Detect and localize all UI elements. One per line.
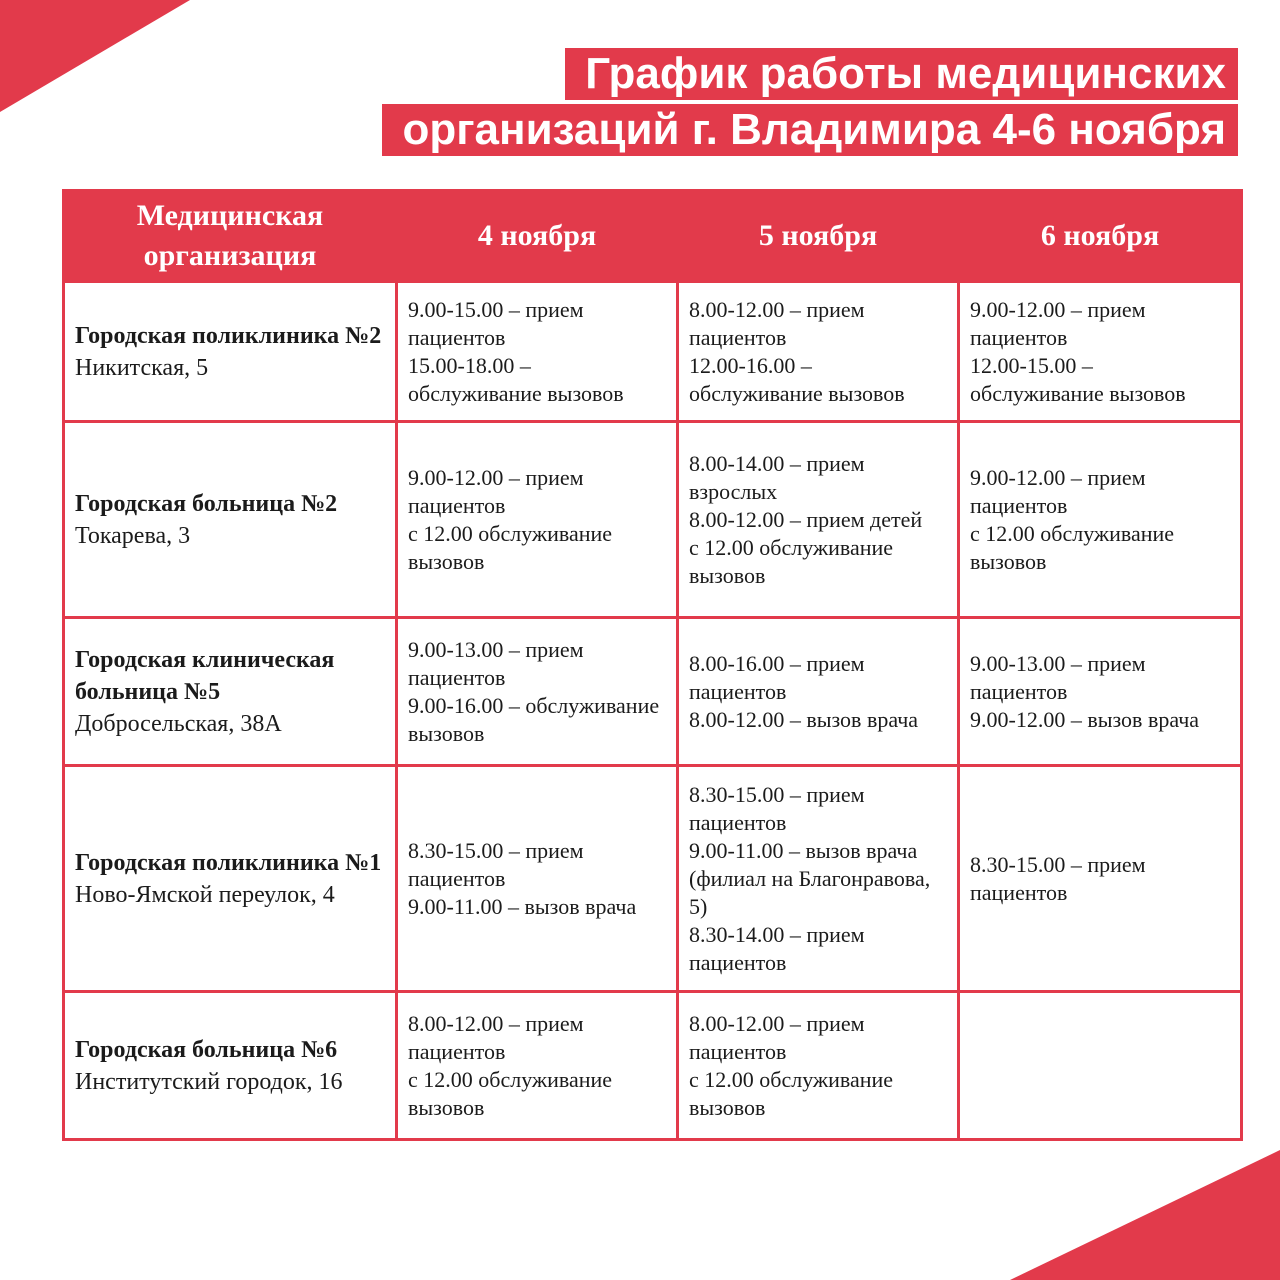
organization-cell (64, 992, 397, 1140)
schedule-entry: 9.00-12.00 – вызов врача (970, 706, 1200, 732)
schedule-entry: 8.00-12.00 – прием пациентов (689, 296, 865, 350)
organization-name: Городская поликлиника №1 (75, 849, 382, 876)
schedule-cell-day-5 (678, 422, 959, 618)
schedule-entry: 8.00-16.00 – прием пациентов (689, 650, 865, 704)
organization-address: Ново-Ямской переулок, 4 (75, 881, 335, 908)
page-title (382, 48, 1238, 156)
organization-name: Городская клиническая больница №5 (75, 646, 335, 705)
schedule-body (64, 282, 1242, 1140)
organization-name: Городская больница №2 (75, 490, 338, 517)
schedule-entry: 8.30-15.00 – прием пациентов (408, 837, 584, 891)
schedule-cell-day-5 (678, 282, 959, 422)
schedule-cell-day-6 (959, 992, 1242, 1140)
schedule-cell-day-6 (959, 422, 1242, 618)
schedule-entry: 9.00-11.00 – вызов врача (филиал на Благонравова, 5) (689, 837, 931, 919)
organization-cell (64, 618, 397, 766)
organization-name: Городская поликлиника №2 (75, 322, 382, 349)
schedule-entry: 8.00-12.00 – вызов врача (689, 706, 919, 732)
organization-cell (64, 766, 397, 992)
schedule-entry: с 12.00 обслуживание вызовов (689, 534, 894, 588)
schedule-entry: с 12.00 обслуживание вызовов (408, 1066, 613, 1120)
header-row (64, 191, 1242, 282)
table-row (64, 422, 1242, 618)
header-nov-5: 5 ноября (678, 191, 959, 282)
schedule-entry: с 12.00 обслуживание вызовов (970, 520, 1175, 574)
corner-decoration-top-left (0, 0, 190, 112)
schedule-cell-day-4 (397, 766, 678, 992)
corner-decoration-bottom-right (1010, 1150, 1280, 1280)
table-row (64, 766, 1242, 992)
table-row (64, 618, 1242, 766)
schedule-entry: 9.00-16.00 – обслуживание вызовов (408, 692, 660, 746)
table-row (64, 282, 1242, 422)
schedule-entry: 8.00-12.00 – прием пациентов (408, 1010, 584, 1064)
schedule-cell-day-4 (397, 618, 678, 766)
header-nov-4: 4 ноября (397, 191, 678, 282)
title-line-2: организаций г. Владимира 4-6 ноября (382, 104, 1238, 156)
schedule-entry: 8.30-14.00 – прием пациентов (689, 921, 865, 975)
schedule-entry: 9.00-13.00 – прием пациентов (408, 636, 584, 690)
schedule-entry: 9.00-11.00 – вызов врача (408, 893, 637, 919)
schedule-entry: 9.00-12.00 – прием пациентов (408, 464, 584, 518)
schedule-entry: 12.00-15.00 – обслуживание вызовов (970, 352, 1186, 406)
schedule-entry: 8.00-12.00 – прием детей (689, 506, 923, 532)
schedule-entry: 9.00-12.00 – прием пациентов (970, 296, 1146, 350)
schedule-entry: 15.00-18.00 – обслуживание вызовов (408, 352, 624, 406)
schedule-entry: 8.00-12.00 – прием пациентов (689, 1010, 865, 1064)
schedule-cell-day-5 (678, 992, 959, 1140)
schedule-entry: 8.30-15.00 – прием пациентов (689, 781, 865, 835)
organization-address: Никитская, 5 (75, 354, 209, 381)
schedule-entry: 12.00-16.00 – обслуживание вызовов (689, 352, 905, 406)
schedule-cell-day-4 (397, 282, 678, 422)
schedule-entry: 8.00-14.00 – прием взрослых (689, 450, 865, 504)
schedule-cell-day-6 (959, 282, 1242, 422)
organization-address: Институтский городок, 16 (75, 1068, 343, 1095)
schedule-table (62, 189, 1243, 1141)
schedule-entry: с 12.00 обслуживание вызовов (689, 1066, 894, 1120)
header-nov-6: 6 ноября (959, 191, 1242, 282)
schedule-cell-day-6 (959, 618, 1242, 766)
schedule-cell-day-5 (678, 766, 959, 992)
table-row (64, 992, 1242, 1140)
title-line-1: График работы медицинских (565, 48, 1238, 100)
organization-cell (64, 282, 397, 422)
schedule-cell-day-4 (397, 422, 678, 618)
schedule-cell-day-4 (397, 992, 678, 1140)
schedule-entry: 9.00-13.00 – прием пациентов (970, 650, 1146, 704)
schedule-entry: с 12.00 обслуживание вызовов (408, 520, 613, 574)
header-organization: Медицинская организация (64, 191, 397, 282)
organization-address: Добросельская, 38А (75, 710, 282, 737)
organization-address: Токарева, 3 (75, 522, 191, 549)
schedule-cell-day-6 (959, 766, 1242, 992)
schedule-cell-day-5 (678, 618, 959, 766)
organization-cell (64, 422, 397, 618)
organization-name: Городская больница №6 (75, 1036, 338, 1063)
schedule-entry: 8.30-15.00 – прием пациентов (970, 851, 1146, 905)
schedule-entry: 9.00-12.00 – прием пациентов (970, 464, 1146, 518)
schedule-entry: 9.00-15.00 – прием пациентов (408, 296, 584, 350)
